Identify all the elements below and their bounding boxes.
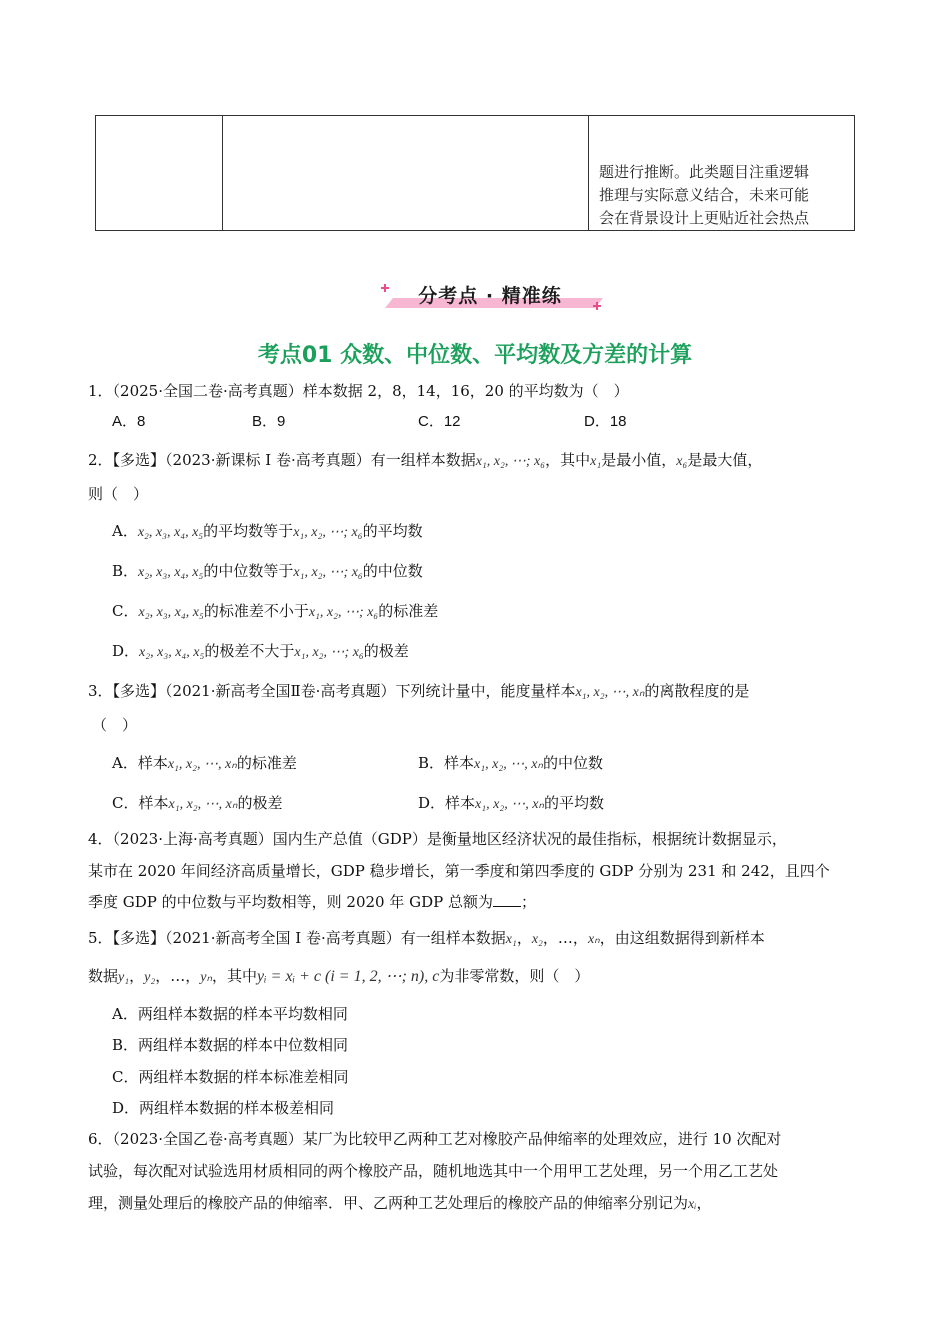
q5-line2 [88,965,589,989]
q2-line2: 则（ ） [88,485,149,503]
option-end: 的标准差 [378,602,439,620]
option-label: D．样本 [418,794,476,812]
table-cell-line: 题进行推断。此类题目注重逻辑 [599,163,810,181]
q3-option-a [112,752,297,776]
option-end: 的平均数 [544,794,605,812]
q2-suffix: 是最大值， [687,451,763,469]
question-4-line3 [88,891,536,913]
question-4-line2: 某市在 2020 年间经济高质量增长，GDP 稳步增长，第一季度和第四季度的 GDP 分别为 231 和 242，且四个 [88,862,830,880]
q3-suffix: 的离散程度的是 [644,682,750,700]
option-end: 的中位数 [362,562,423,580]
option-mid: 的平均数等于 [203,522,294,540]
option-label: B． [112,562,139,580]
option-full: x₁, x₂, ⋯; x₆ [293,565,363,580]
option-subset: x₂, x₃, x₄, x₅ [137,525,204,540]
option-var: x₁, x₂, ⋯, xₙ [475,797,544,812]
q6-line3-text: 理，测量处理后的橡胶产品的伸缩率．甲、乙两种工艺处理后的橡胶产品的伸缩率分别记为 [88,1194,689,1212]
option-var: x₁, x₂, ⋯, xₙ [168,797,238,812]
q2-mid1: ，其中 [545,451,591,469]
option-mid: 的中位数等于 [203,562,294,580]
q5-option-c: C．两组样本数据的样本标准差相同 [112,1068,349,1086]
q5-suffix: ，由这组数据得到新样本 [599,929,765,947]
option-end: 的极差 [363,642,409,660]
q3-option-d [418,792,604,816]
q5-vn: xₙ [587,932,600,947]
q2-option-b [112,560,423,584]
q3-option-c [112,792,282,816]
question-1: 1．（2025·全国二卷·高考真题）样本数据 2，8，14，16，20 的平均数为（ ） [88,382,629,400]
q5-sep2: ，…， [542,929,588,947]
option-subset: x₂, x₃, x₄, x₅ [138,605,204,620]
q3-var: x₁, x₂, ⋯, xₙ [575,685,645,700]
q2-var-max: x₆ [676,454,688,469]
banner-text: 分考点 · 精准练 [418,285,562,307]
q5-option-b: B．两组样本数据的样本中位数相同 [112,1036,349,1054]
answer-blank[interactable] [493,892,521,907]
question-2 [88,449,762,473]
q3-line2: （ ） [92,716,138,734]
option-label: A． [112,522,138,540]
q2-option-d [112,640,409,664]
question-6-line1: 6．（2023·全国乙卷·高考真题）某厂为比较甲乙两种工艺对橡胶产品伸缩率的处理效应，进行 10 次配对 [88,1130,782,1148]
option-end: 的标准差 [236,754,297,772]
table-cell-3 [589,116,855,231]
q6-line3-end: ， [696,1194,712,1212]
option-mid: 的极差不大于 [204,642,295,660]
q2-var-min: x₁ [590,454,602,469]
info-table [95,115,855,231]
q5-l2-sep2: ，…， [155,967,201,985]
q2-option-a [112,520,423,544]
option-label: D． [112,642,140,660]
question-3 [88,680,749,704]
question-6-line3 [88,1192,711,1216]
q6-line3-var: xᵢ [688,1197,697,1212]
q5-formula: yᵢ = xᵢ + c (i = 1, 2, ⋯; n), c [257,968,440,985]
q2-option-c [112,600,438,624]
q5-sep1: ， [516,929,532,947]
option-full: x₁, x₂, ⋯; x₆ [293,525,363,540]
option-end: 的平均数 [362,522,423,540]
q5-l2-sep1: ， [129,967,145,985]
option-label: C． [112,602,139,620]
q3-option-b [418,752,603,776]
q5-prefix: 5．【多选】（2021·新高考全国 I 卷·高考真题）有一组样本数据 [88,929,506,947]
table-cell-1 [96,116,223,231]
q1-option-d: D．18 [584,413,627,430]
question-6-line2: 试验，每次配对试验选用材质相同的两个橡胶产品，随机地选其中一个用甲工艺处理，另一个用乙工艺处 [88,1162,779,1180]
option-full: x₁, x₂, ⋯; x₆ [294,645,364,660]
q4-line3-end: ； [521,893,537,911]
q3-prefix: 3．【多选】（2021·新高考全国Ⅱ卷·高考真题）下列统计量中，能度量样本 [88,682,576,700]
option-end: 的中位数 [543,754,604,772]
q1-option-c: C．12 [418,413,461,430]
question-5 [88,927,765,951]
option-end: 的极差 [237,794,283,812]
table-cell-line: 会在背景设计上更贴近社会热点 [599,209,810,227]
option-full: x₁, x₂, ⋯; x₆ [308,605,379,620]
option-label: A．样本 [112,754,168,772]
table-cell-2 [223,116,589,231]
q5-yn: yₙ [200,970,213,985]
option-label: B．样本 [418,754,475,772]
section-title: 考点01 众数、中位数、平均数及方差的计算 [257,343,693,368]
option-subset: x₂, x₃, x₄, x₅ [138,565,204,580]
q2-mid2: 是最小值， [601,451,677,469]
q5-v2: x₂ [531,932,543,947]
q5-l2-end: 为非零常数，则（ ） [439,967,590,985]
q5-option-a: A．两组样本数据的样本平均数相同 [112,1005,348,1023]
option-var: x₁, x₂, ⋯, xₙ [474,757,543,772]
q1-option-a: A．8 [112,413,146,430]
q2-var-seq: x₁, x₂, ⋯; x₆ [475,454,546,469]
option-label: C．样本 [112,794,169,812]
q5-v1: x₁ [505,932,517,947]
option-var: x₁, x₂, ⋯, xₙ [167,757,237,772]
q4-line3-text: 季度 GDP 的中位数与平均数相等，则 2020 年 GDP 总额为 [88,893,493,911]
q5-l2-mid: ，其中 [212,967,258,985]
option-subset: x₂, x₃, x₄, x₅ [139,645,205,660]
section-banner [375,278,605,314]
table-cell-line: 推理与实际意义结合，未来可能 [599,186,810,204]
question-4-line1: 4．（2023·上海·高考真题）国内生产总值（GDP）是衡量地区经济状况的最佳指标，根据统计数据显示， [88,830,787,848]
q5-y2: y₂ [144,970,156,985]
q5-y1: y₁ [118,970,130,985]
option-mid: 的标准差不小于 [203,602,309,620]
q5-l2-prefix: 数据 [88,967,119,985]
q1-option-b: B．9 [252,413,286,430]
q2-prefix: 2．【多选】（2023·新课标 I 卷·高考真题）有一组样本数据 [88,451,476,469]
q5-option-d: D．两组样本数据的样本极差相同 [112,1099,335,1117]
